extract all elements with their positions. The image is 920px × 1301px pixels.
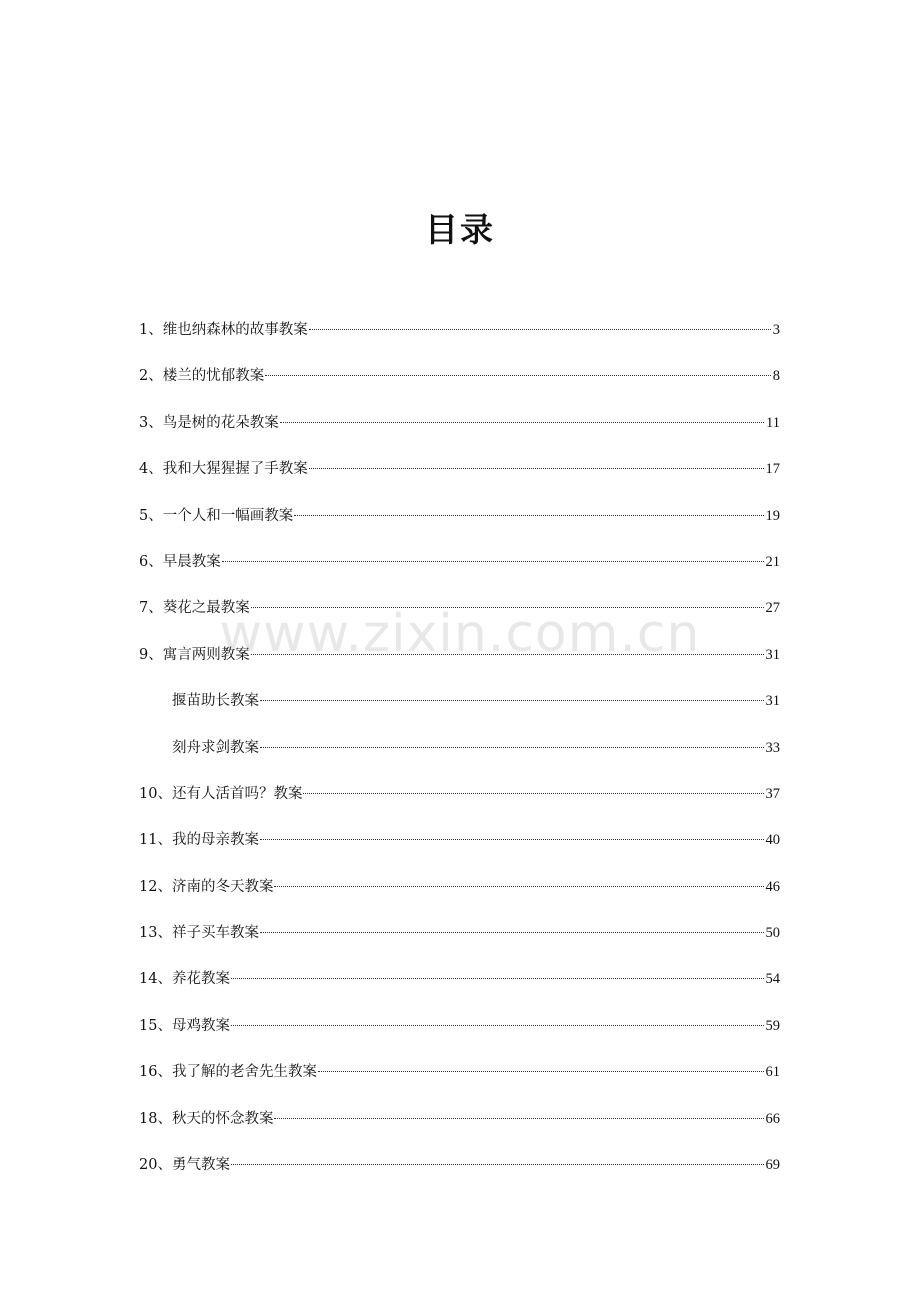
toc-dot-leader: [251, 607, 764, 608]
toc-entry[interactable]: [139, 453, 780, 499]
toc-entry[interactable]: [139, 1149, 780, 1195]
toc-entry-label: 5、一个人和一幅画教案: [139, 507, 294, 524]
toc-dot-leader: [222, 561, 764, 562]
toc-dot-leader: [274, 886, 763, 887]
toc-entry[interactable]: [139, 1056, 780, 1102]
toc-entry[interactable]: [139, 360, 780, 406]
toc-entry-page-number: 59: [765, 1017, 780, 1034]
toc-dot-leader: [251, 654, 764, 655]
toc-entry-label: 10、还有人活首吗？教案: [139, 785, 303, 802]
toc-entry-label: 9、寓言两则教案: [139, 646, 250, 663]
toc-entry[interactable]: [139, 824, 780, 870]
toc-entry-page-number: 40: [765, 832, 780, 849]
toc-entry[interactable]: [139, 500, 780, 546]
toc-entry-page-number: 46: [765, 878, 780, 895]
toc-entry-page-number: 66: [765, 1110, 780, 1127]
toc-dot-leader: [294, 515, 763, 516]
toc-dot-leader: [309, 468, 764, 469]
toc-entry-page-number: 50: [765, 925, 780, 942]
toc-entry-page-number: 54: [765, 971, 780, 988]
toc-entry-page-number: 37: [765, 785, 780, 802]
toc-entry[interactable]: [139, 639, 780, 685]
watermark: www.zixin.com.cn: [219, 604, 701, 664]
toc-entry[interactable]: [139, 871, 780, 917]
toc-entry-label: 18、秋天的怀念教案: [139, 1110, 274, 1127]
toc-entry-label: 7、葵花之最教案: [139, 600, 250, 617]
toc-entry-label: 12、济南的冬天教案: [139, 878, 274, 895]
toc-entry[interactable]: [139, 963, 780, 1009]
toc-entry-label: 1、维也纳森林的故事教案: [139, 322, 308, 338]
toc-dot-leader: [318, 1071, 764, 1072]
toc-entry-page-number: 17: [765, 461, 780, 478]
toc-subentry[interactable]: [139, 685, 780, 731]
toc-dot-leader: [303, 793, 763, 794]
toc-entry[interactable]: [139, 1103, 780, 1149]
toc-entry-page-number: 11: [766, 414, 780, 431]
toc-dot-leader: [309, 329, 771, 330]
toc-entry-page-number: 27: [765, 600, 780, 617]
toc-entry-label: 20、勇气教案: [139, 1157, 230, 1174]
table-of-contents: [139, 314, 780, 1195]
toc-subentry[interactable]: [139, 732, 780, 778]
toc-entry[interactable]: [139, 546, 780, 592]
toc-entry[interactable]: [139, 778, 780, 824]
toc-dot-leader: [274, 1118, 763, 1119]
toc-entry-label: 刻舟求剑教案: [172, 739, 259, 756]
toc-dot-leader: [280, 422, 764, 423]
toc-entry-label: 14、养花教案: [139, 971, 230, 988]
toc-entry-page-number: 61: [765, 1064, 780, 1081]
toc-dot-leader: [260, 700, 764, 701]
toc-entry-page-number: 19: [765, 507, 780, 524]
toc-entry[interactable]: [139, 917, 780, 963]
toc-entry-label: 13、祥子买车教案: [139, 925, 259, 942]
toc-entry-label: 3、鸟是树的花朵教案: [139, 414, 279, 431]
toc-entry-page-number: 3: [772, 322, 780, 338]
toc-entry-label: 6、早晨教案: [139, 553, 221, 570]
toc-entry-label: 16、我了解的老舍先生教案: [139, 1064, 317, 1081]
toc-dot-leader: [231, 978, 764, 979]
toc-entry-label: 4、我和大猩猩握了手教案: [139, 461, 308, 478]
toc-dot-leader: [265, 375, 771, 376]
toc-entry[interactable]: [139, 1010, 780, 1056]
toc-entry-label: 11、我的母亲教案: [139, 832, 259, 849]
toc-entry[interactable]: [139, 314, 780, 360]
toc-entry[interactable]: [139, 592, 780, 638]
toc-dot-leader: [260, 839, 764, 840]
toc-entry-label: 15、母鸡教案: [139, 1017, 230, 1034]
toc-entry-page-number: 31: [765, 693, 780, 710]
toc-dot-leader: [260, 747, 764, 748]
toc-dot-leader: [231, 1164, 764, 1165]
toc-entry-page-number: 33: [765, 739, 780, 756]
toc-entry-page-number: 8: [772, 368, 780, 385]
toc-entry-page-number: 31: [765, 646, 780, 663]
toc-entry-label: 揠苗助长教案: [172, 693, 259, 710]
toc-entry-page-number: 21: [765, 553, 780, 570]
page-title: 目录: [425, 210, 495, 249]
toc-entry-label: 2、楼兰的忧郁教案: [139, 368, 265, 385]
toc-entry-page-number: 69: [765, 1157, 780, 1174]
toc-dot-leader: [260, 932, 764, 933]
toc-entry[interactable]: [139, 407, 780, 453]
toc-dot-leader: [231, 1025, 764, 1026]
